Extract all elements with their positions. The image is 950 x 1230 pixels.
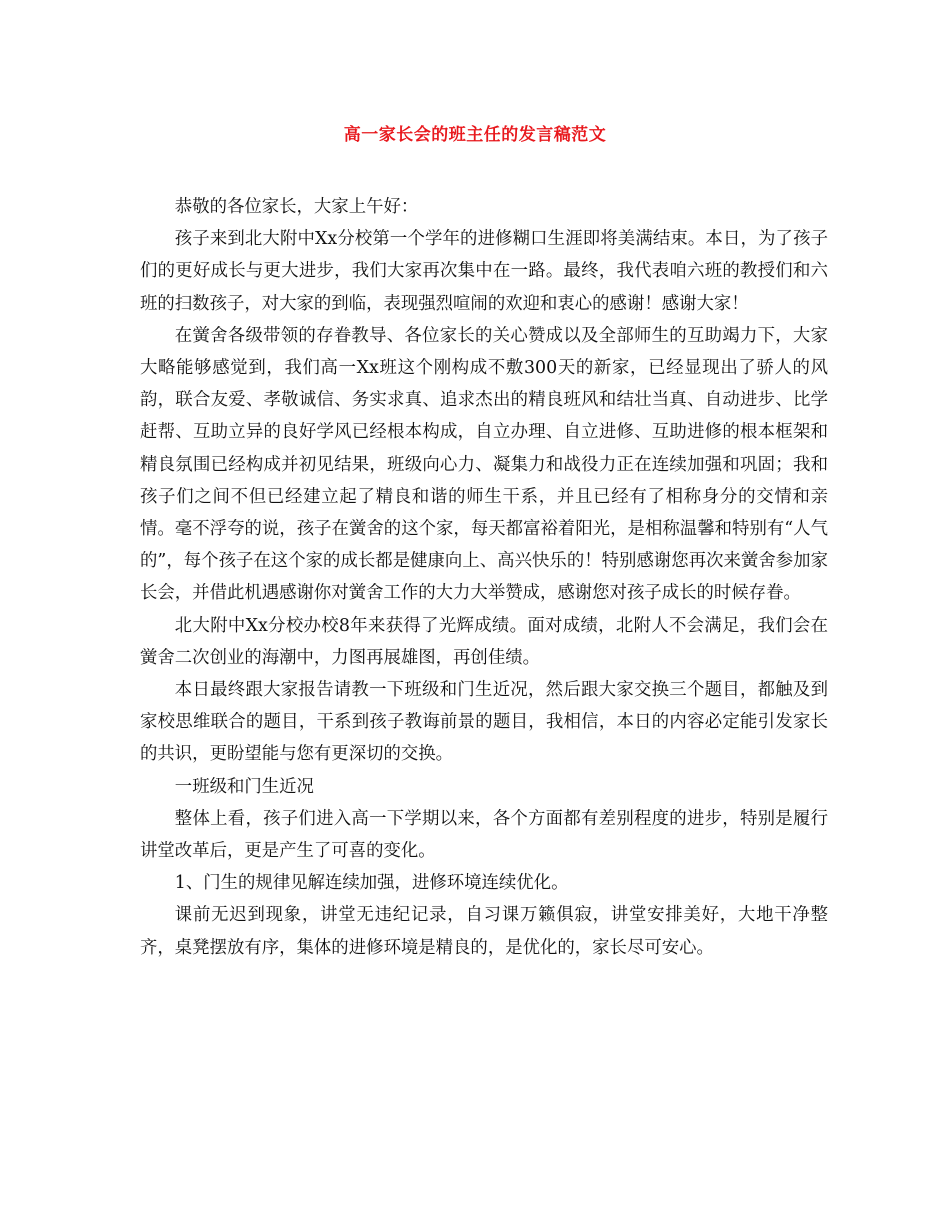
paragraph: 在黉舍各级带领的存眷教导、各位家长的关心赞成以及全部师生的互助竭力下，大家大略能够感觉到，我们高一Xx班这个刚构成不敷300天的新家，已经显现出了骄人的风韵，联合友爱、孝敬诚信、务实求真、追求杰出的精良班风和结壮当真、自动进步、比学赶帮、互助立异的良好学风已经根本构成，自立办理、自立进修、互助进修的根本框架和精良氛围已经构成并初见结果，班级向心力、凝集力和战役力正在连续加强和巩固；我和孩子们之间不但已经建立起了精良和谐的师生干系，并且已经有了相称身分的交情和亲情。毫不浮夸的说，孩子在黉舍的这个家，每天都富裕着阳光，是相称温馨和特别有“人气的”，每个孩子在这个家的成长都是健康向上、高兴快乐的！特别感谢您再次来黉舍参加家长会，并借此机遇感谢你对黉舍工作的大力大举赞成，感谢您对孩子成长的时候存眷。 xyxy=(140,325,828,604)
paragraph: 本日最终跟大家报告请教一下班级和门生近况，然后跟大家交换三个题目，都触及到家校思维联合的题目，干系到孩子教诲前景的题目，我相信，本日的内容必定能引发家长的共识，更盼望能与您有更深切的交换。 xyxy=(140,680,828,765)
paragraph: 孩子来到北大附中Xx分校第一个学年的进修糊口生涯即将美满结束。本日，为了孩子们的更好成长与更大进步，我们大家再次集中在一路。最终，我代表咱六班的教授们和六班的扫数孩子，对大家的到临，表现强烈喧闹的欢迎和衷心的感谢！感谢大家！ xyxy=(140,229,828,314)
paragraph-greeting: 恭敬的各位家长，大家上午好： xyxy=(174,197,419,217)
paragraph: 北大附中Xx分校办校8年来获得了光辉成绩。面对成绩，北附人不会满足，我们会在黉舍二次创业的海潮中，力图再展雄图，再创佳绩。 xyxy=(140,615,828,668)
document-body xyxy=(140,191,828,964)
document-title: 高一家长会的班主任的发言稿范文 xyxy=(343,125,607,145)
paragraph: 整体上看，孩子们进入高一下学期以来，各个方面都有差别程度的进步，特别是履行讲堂改革后，更是产生了可喜的变化。 xyxy=(140,808,828,862)
paragraph: 课前无迟到现象，讲堂无违纪记录，自习课万籁俱寂，讲堂安排美好，大地干净整齐，桌凳摆放有序，集体的进修环境是精良的，是优化的，家长尽可安心。 xyxy=(140,905,828,958)
section-heading: 一班级和门生近况 xyxy=(174,776,314,797)
subsection-heading: 1、门生的规律见解连续加强，进修环境连续优化。 xyxy=(174,873,569,894)
